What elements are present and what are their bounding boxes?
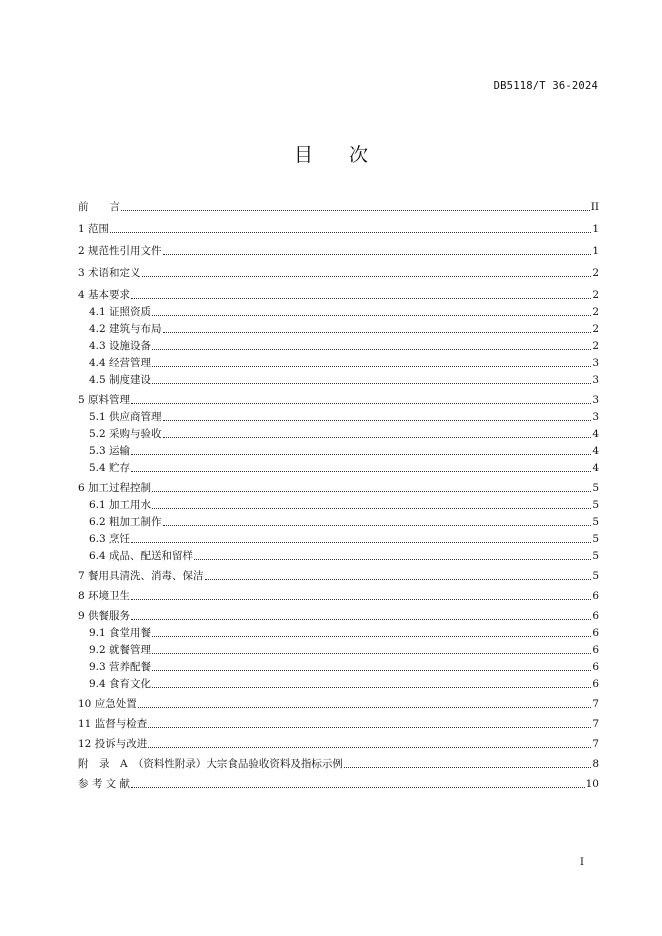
toc-dot-leader [152, 383, 591, 384]
toc-entry-page: 5 [592, 516, 599, 528]
toc-entry-page: 5 [592, 499, 599, 511]
footer-page-number: I [580, 857, 584, 868]
toc-entry-page: II [590, 201, 599, 213]
toc-entry-page: 3 [592, 357, 599, 369]
toc-entry-page: 6 [592, 610, 599, 622]
toc-entry-page: 3 [592, 394, 599, 406]
toc-dot-leader [152, 366, 591, 367]
toc-entry-label: 5.4 贮存 [89, 462, 131, 474]
toc-entry-page: 2 [592, 323, 599, 335]
toc-entry[interactable] [78, 288, 599, 302]
toc-entry[interactable] [78, 481, 599, 495]
toc-entry[interactable] [78, 515, 599, 529]
table-of-contents [78, 200, 599, 791]
toc-entry-page: 4 [592, 428, 599, 440]
toc-entry-page: 3 [592, 411, 599, 423]
toc-dot-leader [131, 599, 591, 600]
toc-dot-leader [131, 619, 591, 620]
toc-entry-page: 4 [592, 462, 599, 474]
toc-dot-leader [152, 670, 591, 671]
toc-entry[interactable] [78, 777, 599, 791]
toc-entry-page: 4 [592, 445, 599, 457]
toc-entry-label: 12 投诉与改进 [78, 738, 148, 750]
toc-entry-label: 5.1 供应商管理 [89, 411, 162, 423]
toc-entry-page: 1 [592, 245, 599, 257]
toc-entry-label: 9.3 营养配餐 [89, 661, 152, 673]
toc-entry-page: 7 [592, 698, 599, 710]
toc-entry[interactable] [78, 757, 599, 771]
toc-entry-label: 4 基本要求 [78, 289, 131, 301]
toc-entry[interactable] [78, 717, 599, 731]
toc-entry-label: 9.1 食堂用餐 [89, 627, 152, 639]
toc-entry-label: 5.2 采购与验收 [89, 428, 162, 440]
toc-entry[interactable] [78, 200, 599, 214]
toc-entry-label: 1 范围 [78, 223, 110, 235]
toc-entry-label: 6.4 成品、配送和留样 [89, 550, 194, 562]
toc-entry[interactable] [78, 322, 599, 336]
toc-dot-leader [152, 349, 591, 350]
toc-entry-page: 2 [592, 306, 599, 318]
toc-entry-label: 4.4 经营管理 [89, 357, 152, 369]
toc-entry-label: 4.5 制度建设 [89, 374, 152, 386]
toc-dot-leader [148, 727, 591, 728]
toc-entry-label: 9 供餐服务 [78, 610, 131, 622]
toc-dot-leader [131, 542, 591, 543]
toc-entry-page: 8 [592, 758, 599, 770]
toc-entry[interactable] [78, 609, 599, 623]
toc-entry[interactable] [78, 697, 599, 711]
toc-entry-label: 7 餐用具清洗、消毒、保洁 [78, 570, 204, 582]
toc-dot-leader [138, 707, 592, 708]
toc-entry-page: 10 [585, 778, 599, 790]
toc-entry-page: 5 [592, 550, 599, 562]
toc-entry-page: 7 [592, 718, 599, 730]
toc-entry[interactable] [78, 461, 599, 475]
toc-entry-label: 9.4 食育文化 [89, 678, 152, 690]
toc-dot-leader [344, 767, 591, 768]
toc-entry[interactable] [78, 660, 599, 674]
toc-entry-label: 5 原料管理 [78, 394, 131, 406]
toc-dot-leader [163, 437, 592, 438]
toc-dot-leader [131, 471, 591, 472]
toc-entry-page: 6 [592, 644, 599, 656]
toc-entry-label: 前 言 [78, 201, 120, 213]
toc-dot-leader [148, 747, 591, 748]
toc-entry-page: 2 [592, 267, 599, 279]
toc-entry[interactable] [78, 339, 599, 353]
toc-entry-page: 5 [592, 570, 599, 582]
toc-entry[interactable] [78, 373, 599, 387]
toc-entry[interactable] [78, 356, 599, 370]
toc-entry-page: 3 [592, 374, 599, 386]
toc-dot-leader [205, 579, 592, 580]
toc-entry[interactable] [78, 532, 599, 546]
toc-dot-leader [163, 420, 592, 421]
toc-entry-page: 6 [592, 627, 599, 639]
toc-entry[interactable] [78, 643, 599, 657]
toc-dot-leader [194, 559, 591, 560]
toc-dot-leader [152, 508, 591, 509]
toc-dot-leader [142, 276, 592, 277]
toc-entry[interactable] [78, 410, 599, 424]
toc-dot-leader [131, 298, 591, 299]
toc-entry[interactable] [78, 737, 599, 751]
toc-dot-leader [163, 332, 592, 333]
toc-entry[interactable] [78, 444, 599, 458]
toc-entry-page: 2 [592, 289, 599, 301]
toc-entry[interactable] [78, 266, 599, 280]
toc-entry[interactable] [78, 549, 599, 563]
toc-entry-page: 6 [592, 661, 599, 673]
toc-entry-label: 6 加工过程控制 [78, 482, 152, 494]
toc-entry-page: 1 [592, 223, 599, 235]
toc-entry-page: 5 [592, 482, 599, 494]
toc-dot-leader [152, 687, 591, 688]
toc-dot-leader [131, 787, 585, 788]
toc-entry[interactable] [78, 626, 599, 640]
toc-dot-leader [131, 403, 591, 404]
toc-entry-label: 9.2 就餐管理 [89, 644, 152, 656]
toc-entry[interactable] [78, 498, 599, 512]
toc-entry[interactable] [78, 427, 599, 441]
toc-dot-leader [163, 254, 592, 255]
page-title [0, 140, 662, 167]
toc-dot-leader [110, 232, 591, 233]
toc-dot-leader [131, 454, 591, 455]
toc-dot-leader [121, 210, 590, 211]
toc-entry[interactable] [78, 222, 599, 236]
toc-entry[interactable] [78, 569, 599, 583]
toc-entry-label: 参 考 文 献 [78, 778, 131, 790]
toc-entry-label: 2 规范性引用文件 [78, 245, 162, 257]
toc-entry-label: 10 应急处置 [78, 698, 137, 710]
toc-entry[interactable] [78, 589, 599, 603]
toc-entry-label: 4.1 证照资质 [89, 306, 152, 318]
toc-dot-leader [152, 636, 591, 637]
toc-entry-page: 5 [592, 533, 599, 545]
toc-entry[interactable] [78, 305, 599, 319]
toc-entry-label: 附 录 A （资料性附录）大宗食品验收资料及指标示例 [78, 758, 343, 770]
toc-entry-page: 7 [592, 738, 599, 750]
toc-dot-leader [152, 491, 591, 492]
toc-dot-leader [152, 653, 591, 654]
toc-entry-label: 6.2 粗加工制作 [89, 516, 162, 528]
toc-entry-page: 6 [592, 678, 599, 690]
toc-entry-page: 6 [592, 590, 599, 602]
toc-entry-page: 2 [592, 340, 599, 352]
document-code: DB5118/T 36-2024 [493, 80, 598, 92]
toc-entry[interactable] [78, 393, 599, 407]
title-char-1: 目 [293, 144, 313, 166]
toc-entry-label: 4.2 建筑与布局 [89, 323, 162, 335]
toc-entry-label: 3 术语和定义 [78, 267, 141, 279]
toc-entry[interactable] [78, 244, 599, 258]
toc-entry-label: 11 监督与检查 [78, 718, 148, 730]
toc-dot-leader [152, 315, 591, 316]
title-char-2: 次 [349, 144, 369, 166]
toc-dot-leader [163, 525, 592, 526]
toc-entry-label: 8 环境卫生 [78, 590, 131, 602]
toc-entry-label: 4.3 设施设备 [89, 340, 152, 352]
toc-entry-label: 5.3 运输 [89, 445, 131, 457]
toc-entry-label: 6.3 烹饪 [89, 533, 131, 545]
toc-entry[interactable] [78, 677, 599, 691]
toc-entry-label: 6.1 加工用水 [89, 499, 152, 511]
